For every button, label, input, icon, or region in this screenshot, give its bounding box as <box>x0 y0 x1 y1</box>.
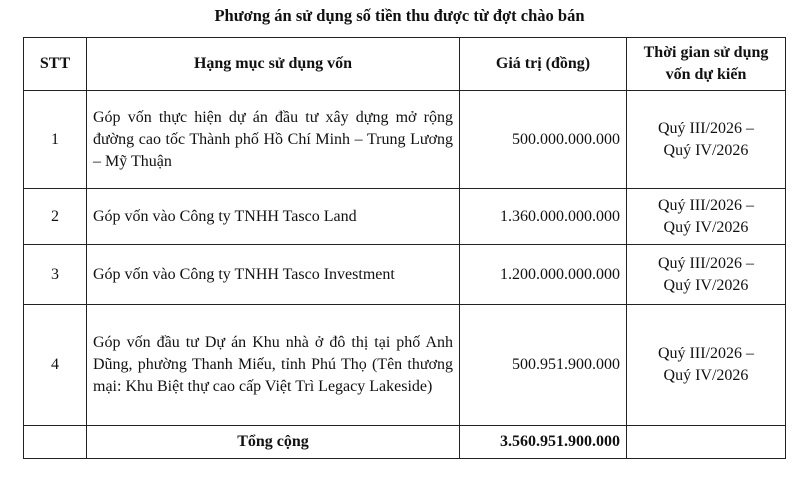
header-time-line1: Thời gian sử dụng <box>643 44 769 61</box>
table-row <box>24 91 786 189</box>
row-time-line1: Quý III/2026 – <box>658 119 754 137</box>
header-value: Giá trị (đồng) <box>460 38 627 91</box>
row-time-line2: Quý IV/2026 <box>663 141 749 159</box>
total-row <box>24 426 786 459</box>
row-time <box>627 189 786 245</box>
row-category: Góp vốn thực hiện dự án đầu tư xây dựng mở rộng đường cao tốc Thành phố Hồ Chí Minh – Trung Lương – Mỹ Thuận <box>87 91 460 189</box>
row-category: Góp vốn đầu tư Dự án Khu nhà ở đô thị tại phố Anh Dũng, phường Thanh Miếu, tỉnh Phú Thọ (Tên thương mại: Khu Biệt thự cao cấp Việt Trì Legacy Lakeside) <box>87 305 460 426</box>
capital-allocation-table <box>23 37 786 459</box>
row-stt: 3 <box>24 245 87 305</box>
row-stt: 4 <box>24 305 87 426</box>
total-empty-time-cell <box>627 426 786 459</box>
row-time-line2: Quý IV/2026 <box>663 367 749 384</box>
total-value: 3.560.951.900.000 <box>460 426 627 459</box>
header-stt: STT <box>24 38 87 91</box>
row-stt: 2 <box>24 189 87 245</box>
document-title: Phương án sử dụng số tiền thu được từ đợt chào bán <box>214 6 585 25</box>
row-time <box>627 91 786 189</box>
row-category: Góp vốn vào Công ty TNHH Tasco Investment <box>87 245 460 305</box>
total-empty-cell <box>24 426 87 459</box>
total-label: Tổng cộng <box>87 426 460 459</box>
row-value: 1.200.000.000.000 <box>460 245 627 305</box>
row-time-line1: Quý III/2026 – <box>658 254 754 272</box>
row-category: Góp vốn vào Công ty TNHH Tasco Land <box>87 189 460 245</box>
row-value: 1.360.000.000.000 <box>460 189 627 245</box>
row-time-line1: Quý III/2026 – <box>658 196 754 214</box>
row-time <box>627 245 786 305</box>
table-row <box>24 305 786 426</box>
table-row <box>24 245 786 305</box>
row-time-line2: Quý IV/2026 <box>663 218 749 236</box>
table-row <box>24 189 786 245</box>
row-stt: 1 <box>24 91 87 189</box>
table-header-row <box>24 38 786 91</box>
row-time-line2: Quý IV/2026 <box>663 276 749 294</box>
row-time <box>627 305 786 426</box>
row-value: 500.000.000.000 <box>460 91 627 189</box>
header-time-line2: vốn dự kiến <box>665 66 747 83</box>
row-time-line1: Quý III/2026 – <box>658 345 754 362</box>
header-time <box>627 38 786 91</box>
row-value: 500.951.900.000 <box>460 305 627 426</box>
header-category: Hạng mục sử dụng vốn <box>87 38 460 91</box>
